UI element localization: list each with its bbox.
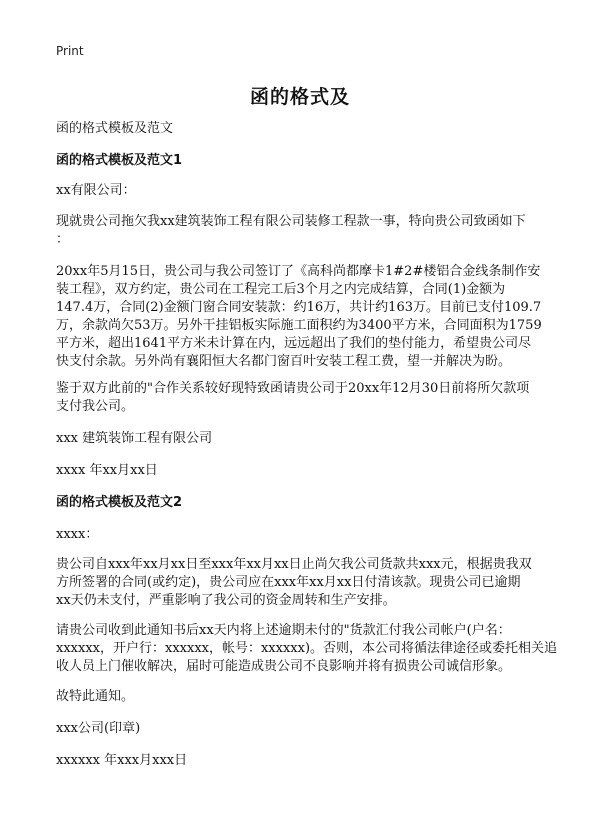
section1-p1-line: ： (56, 232, 70, 247)
section1-p2-line: 147.4万，合同(2)金额门窗合同安装款：约16万，共计约163万。目前已支付109.7 (56, 300, 542, 315)
section1-signer: xxx 建筑装饰工程有限公司 (56, 431, 213, 446)
section2-p1-line: xx天仍未支付，严重影响了我公司的资金周转和生产安排。 (56, 593, 396, 608)
section2-closing: 故特此通知。 (56, 689, 135, 704)
section2-p1-line: 方所签署的合同(或约定)，贵公司应在xxx年xx月xx日付清该款。现贵公司已逾期 (56, 575, 521, 590)
section1-p1-line: 现就贵公司拖欠我xx建筑装饰工程有限公司装修工程款一事，特向贵公司致函如下 (56, 214, 526, 229)
section2-signer: xxx公司(印章) (56, 721, 141, 736)
section1-p2-line: 20xx年5月15日，贵公司与我公司签订了《高科尚都摩卡1#2#楼铝合金线条制作安 (56, 264, 541, 279)
section1-p3-line: 支付我公司。 (56, 399, 135, 414)
section2-paragraph-1 (56, 556, 556, 610)
document-subtitle: 函的格式模板及范文 (56, 121, 174, 136)
section1-p2-line: 快支付余款。另外尚有襄阳恒大名都门窗百叶安装工程工费，望一并解决为盼。 (56, 354, 512, 369)
section1-paragraph-2 (56, 263, 556, 371)
section2-date: xxxxxx 年xxx月xxx日 (56, 753, 188, 768)
section2-p2-line: xxxxxx，开户行：xxxxxx，帐号：xxxxxx)。否则，本公司将循法律途径或委托相关追 (56, 641, 558, 656)
section2-p2-line: 收人员上门催收解决，届时可能造成贵公司不良影响并将有损贵公司诚信形象。 (56, 659, 512, 674)
section1-addressee: xx有限公司： (56, 183, 136, 198)
section2-addressee: xxxx： (56, 527, 99, 542)
section1-paragraph-1 (56, 213, 556, 249)
section1-date: xxxx 年xx月xx日 (56, 463, 158, 478)
section1-p2-line: 装工程》，双方约定，贵公司在工程完工后3个月之内完成结算，合同(1)金额为 (56, 282, 506, 297)
print-label: Print (56, 44, 84, 58)
section1-paragraph-3 (56, 380, 556, 416)
section1-p3-line: 鉴于双方此前的"合作关系较好现特致函请贵公司于20xx年12月30日前将所欠款项 (56, 381, 530, 396)
section2-p2-line: 请贵公司收到此通知书后xx天内将上述逾期未付的"货款汇付我公司帐户(户名： (56, 623, 511, 638)
section2-paragraph-2 (56, 622, 556, 676)
document-title: 函的格式及 (249, 86, 350, 108)
section1-p2-line: 平方米，超出1641平方米未计算在内，远远超出了我们的垫付能力，希望贵公司尽 (56, 336, 532, 351)
section2-heading: 函的格式模板及范文2 (56, 495, 183, 510)
section2-p1-line: 贵公司自xxx年xx月xx日至xxx年xx月xx日止尚欠我公司货款共xxx元，根据贵我双 (56, 557, 532, 572)
section1-heading: 函的格式模板及范文1 (56, 153, 183, 168)
section1-p2-line: 万，余款尚欠53万。另外干挂铝板实际施工面积约为3400平方米，合同面积为1759 (56, 318, 542, 333)
